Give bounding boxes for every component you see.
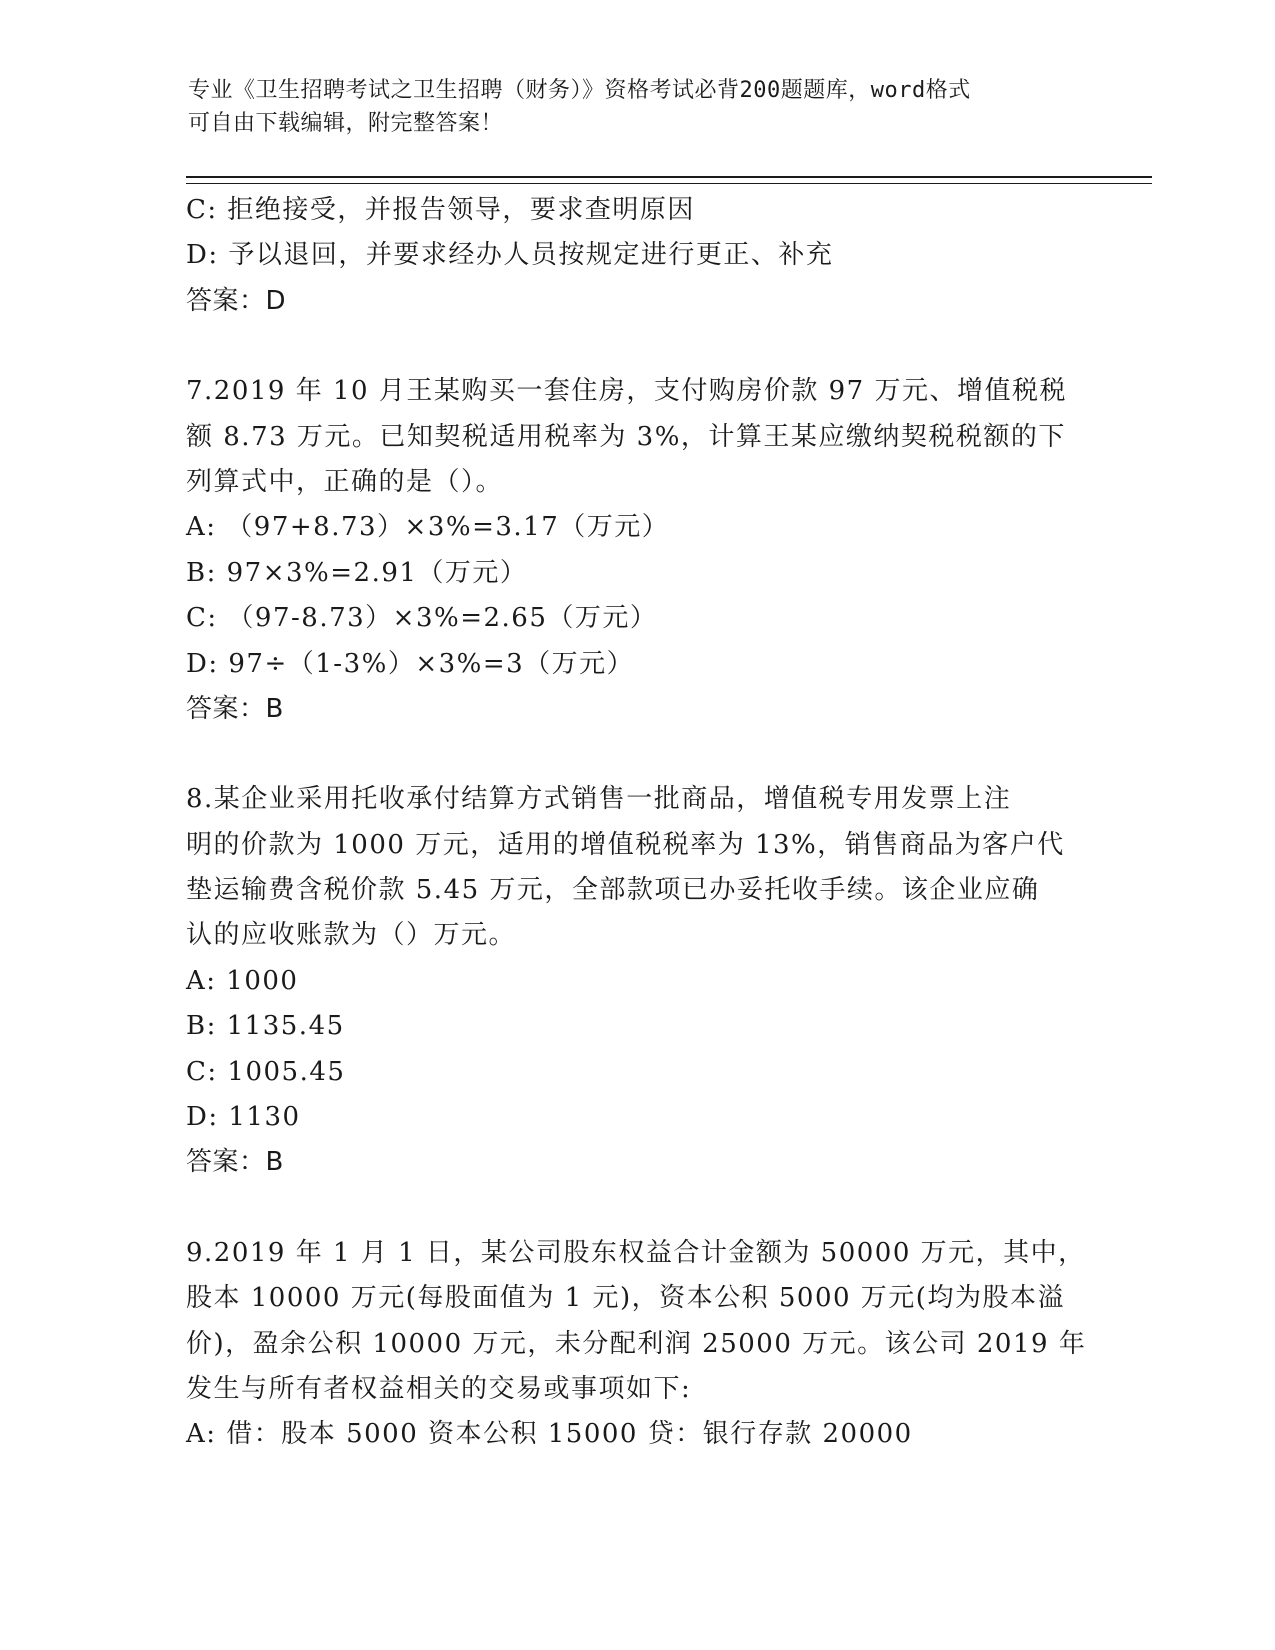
- header-line-1: 专业《卫生招聘考试之卫生招聘（财务）》资格考试必背200题题库，word格式: [188, 78, 971, 103]
- question-text-line: 认的应收账款为（）万元。: [186, 920, 517, 951]
- option-d: D: 1130: [186, 1102, 301, 1133]
- question-text-line: 7.2019 年 10 月王某购买一套住房，支付购房价款 97 万元、增值税税: [186, 376, 1067, 407]
- option-a: A: （97+8.73）×3%=3.17（万元）: [186, 512, 670, 543]
- header-divider: [186, 176, 1152, 184]
- question-text-line: 9.2019 年 1 月 1 日，某公司股东权益合计金额为 50000 万元，其中，: [186, 1237, 1086, 1268]
- question-text-line: 发生与所有者权益相关的交易或事项如下:: [186, 1373, 692, 1404]
- option-b: B: 1135.45: [186, 1011, 345, 1042]
- question-9: [186, 1231, 1086, 1458]
- spacer: [186, 732, 1086, 777]
- question-6-tail: [186, 188, 1086, 324]
- page-header: [188, 74, 1068, 140]
- option-b: B: 97×3%=2.91（万元）: [186, 557, 528, 588]
- option-a: A: 1000: [186, 965, 299, 996]
- question-text-line: 股本 10000 万元(每股面值为 1 元)，资本公积 5000 万元(均为股本溢: [186, 1283, 1065, 1314]
- spacer: [186, 1186, 1086, 1231]
- question-7: [186, 369, 1086, 732]
- option-c: C: 拒绝接受，并报告领导，要求查明原因: [186, 195, 695, 225]
- document-body: [186, 188, 1086, 1458]
- option-c: C: 1005.45: [186, 1056, 346, 1087]
- question-text-line: 明的价款为 1000 万元，适用的增值税税率为 13%，销售商品为客户代: [186, 829, 1065, 860]
- question-8: [186, 777, 1086, 1186]
- question-text-line: 价)，盈余公积 10000 万元，未分配利润 25000 万元。该公司 2019 年: [186, 1328, 1087, 1359]
- spacer: [186, 324, 1086, 369]
- question-text-line: 列算式中，正确的是（）。: [186, 466, 504, 497]
- option-d: D: 予以退回，并要求经办人员按规定进行更正、补充: [186, 240, 834, 271]
- option-a: A: 借：股本 5000 资本公积 15000 贷：银行存款 20000: [186, 1419, 913, 1450]
- answer: 答案：B: [186, 693, 284, 724]
- question-text-line: 额 8.73 万元。已知契税适用税率为 3%，计算王某应缴纳契税税额的下: [186, 421, 1066, 452]
- option-c: C: （97-8.73）×3%=2.65（万元）: [186, 603, 658, 634]
- option-d: D: 97÷（1-3%）×3%=3（万元）: [186, 648, 635, 679]
- header-line-2: 可自由下载编辑，附完整答案！: [188, 111, 504, 136]
- answer: 答案：B: [186, 1147, 284, 1178]
- question-text-line: 8.某企业采用托收承付结算方式销售一批商品，增值税专用发票上注: [186, 784, 1012, 815]
- answer: 答案：D: [186, 285, 287, 316]
- question-text-line: 垫运输费含税价款 5.45 万元，全部款项已办妥托收手续。该企业应确: [186, 875, 1040, 906]
